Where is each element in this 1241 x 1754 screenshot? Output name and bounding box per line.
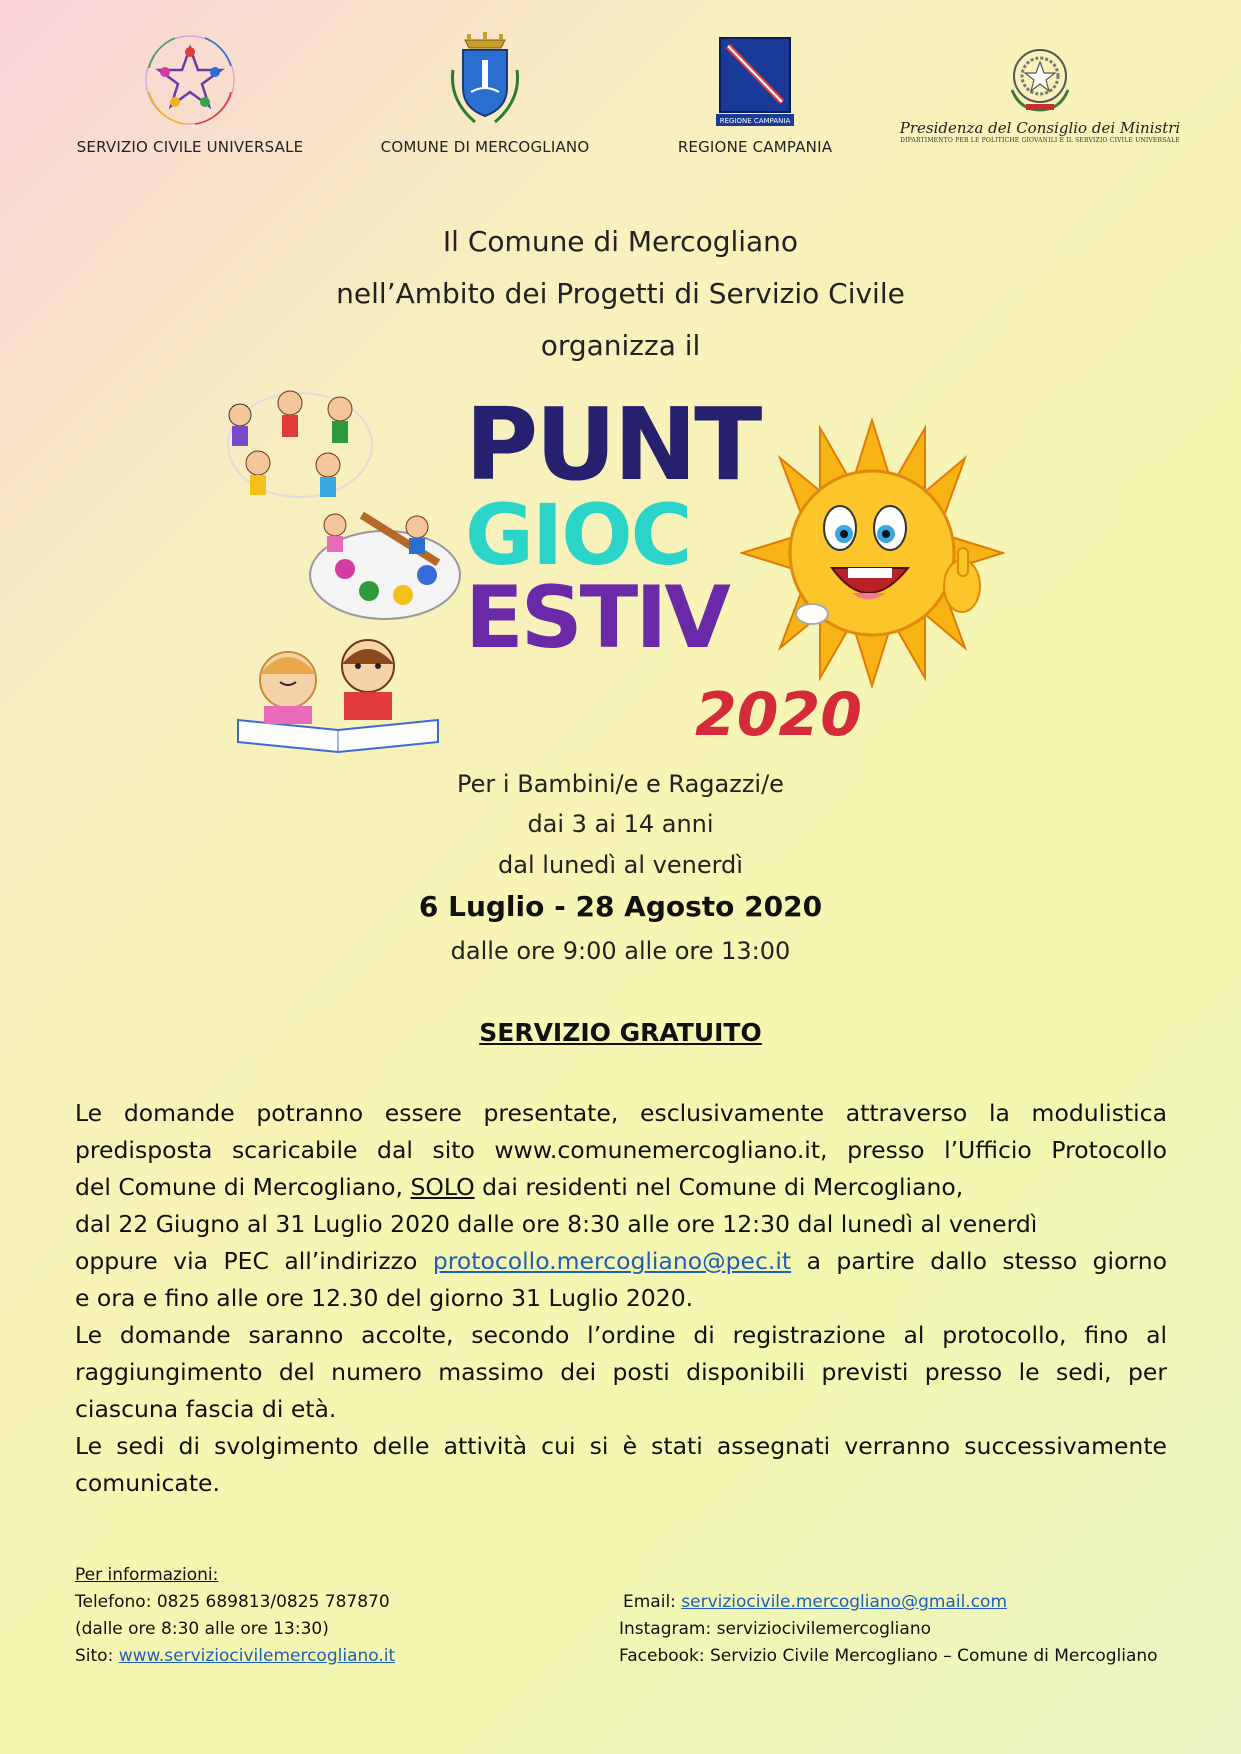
body-line-6: e ora e fino alle ore 12.30 del giorno 31 Luglio 2020.: [75, 1284, 694, 1312]
smiling-sun-icon: [740, 418, 1005, 688]
pec-email-link[interactable]: protocollo.mercogliano@pec.it: [432, 1247, 792, 1275]
info-left: [75, 1562, 395, 1670]
body-line-7: Le domande saranno accolte, secondo l’ordine di registrazione al protocollo, fino al: [75, 1321, 1167, 1349]
logo-caption-regione: REGIONE CAMPANIA: [677, 138, 833, 156]
regione-campania-shield-icon: [710, 30, 800, 130]
days-of-week: dal lunedì al venerdì: [498, 851, 743, 879]
logo-caption-comune: COMUNE DI MERCOGLIANO: [380, 138, 590, 156]
intro-block: [0, 216, 1241, 372]
info-heading: Per informazioni:: [75, 1565, 219, 1585]
info-phone-hours: (dalle ore 8:30 alle ore 13:30): [75, 1619, 329, 1639]
body-line-1: Le domande potranno essere presentate, esclusivamente attraverso la modulistica: [75, 1099, 1167, 1127]
intro-line-1: Il Comune di Mercogliano: [442, 225, 799, 258]
info-phone: Telefono: 0825 689813/0825 787870: [75, 1592, 390, 1612]
application-info: [75, 1095, 1167, 1502]
body-line-5b: a partire dallo stesso giorno: [791, 1247, 1167, 1275]
repubblica-emblem-icon: [1000, 40, 1080, 115]
body-line-9: ciascuna fascia di età.: [75, 1395, 337, 1423]
children-reading-illustration: [228, 630, 448, 755]
logo-subcaption-presidenza: DIPARTIMENTO PER LE POLITICHE GIOVANILI E IL SERVIZIO CIVILE UNIVERSALE: [900, 137, 1180, 144]
title-word-1: PUNT: [465, 386, 760, 503]
logo-regione-campania: [640, 30, 870, 156]
body-line-10: Le sedi di svolgimento delle attività cui si è stati assegnati verranno successivamente: [75, 1432, 1167, 1460]
body-line-5a: oppure via PEC all’indirizzo: [75, 1247, 433, 1275]
site-link[interactable]: www.serviziocivilemercogliano.it: [118, 1646, 396, 1666]
info-email-label: Email:: [623, 1592, 682, 1612]
children-playing-illustration: [220, 385, 380, 505]
painting-palette-illustration: [305, 505, 465, 625]
body-line-3a: del Comune di Mercogliano,: [75, 1173, 411, 1201]
body-line-4: dal 22 Giugno al 31 Luglio 2020 dalle ore 8:30 alle ore 12:30 dal lunedì al venerdì: [75, 1210, 1038, 1238]
info-site: [75, 1643, 395, 1670]
info-site-label: Sito:: [75, 1646, 119, 1666]
body-line-3c: dai residenti nel Comune di Mercogliano,: [474, 1173, 964, 1201]
logo-caption-servizio-civile: SERVIZIO CIVILE UNIVERSALE: [76, 138, 304, 156]
logo-caption-presidenza: Presidenza del Consiglio dei Ministri: [899, 119, 1181, 137]
logo-comune-mercogliano: [350, 30, 620, 156]
title-word-3: ESTIV: [465, 568, 728, 668]
regione-badge-text: REGIONE CAMPANIA: [719, 117, 791, 125]
info-right: [619, 1589, 1158, 1670]
intro-line-2: nell’Ambito dei Progetti di Servizio Civile: [336, 277, 905, 310]
body-line-2: predisposta scaricabile dal sito www.comunemercogliano.it, presso l’Ufficio Protocollo: [75, 1136, 1167, 1164]
intro-line-3: organizza il: [540, 329, 701, 362]
body-line-11: comunicate.: [75, 1469, 220, 1497]
title-word-2: GIOC: [465, 486, 691, 584]
body-line-3: [75, 1169, 1167, 1206]
servizio-civile-stars-icon: [135, 30, 245, 130]
age-range: dai 3 ai 14 anni: [527, 810, 714, 838]
info-instagram: Instagram: serviziocivilemercogliano: [619, 1619, 932, 1639]
event-hours: dalle ore 9:00 alle ore 13:00: [450, 937, 791, 965]
email-link[interactable]: serviziocivile.mercogliano@gmail.com: [681, 1592, 1008, 1612]
body-line-5: [75, 1243, 1167, 1280]
solo-emphasis: SOLO: [410, 1173, 475, 1201]
free-service-heading: SERVIZIO GRATUITO: [479, 1018, 762, 1047]
info-facebook: Facebook: Servizio Civile Mercogliano – Comune di Mercogliano: [619, 1646, 1158, 1666]
info-email: [619, 1589, 1158, 1616]
body-line-8: raggiungimento del numero massimo dei posti disponibili previsti presso le sedi, per: [75, 1358, 1167, 1386]
event-dates: 6 Luglio - 28 Agosto 2020: [418, 890, 823, 923]
title-year: 2020: [695, 680, 862, 750]
comune-crest-icon: [435, 30, 535, 130]
target-audience: Per i Bambini/e e Ragazzi/e: [457, 770, 784, 798]
logo-presidenza: [880, 40, 1200, 144]
title-block: [465, 386, 760, 668]
logo-servizio-civile: [55, 30, 325, 156]
